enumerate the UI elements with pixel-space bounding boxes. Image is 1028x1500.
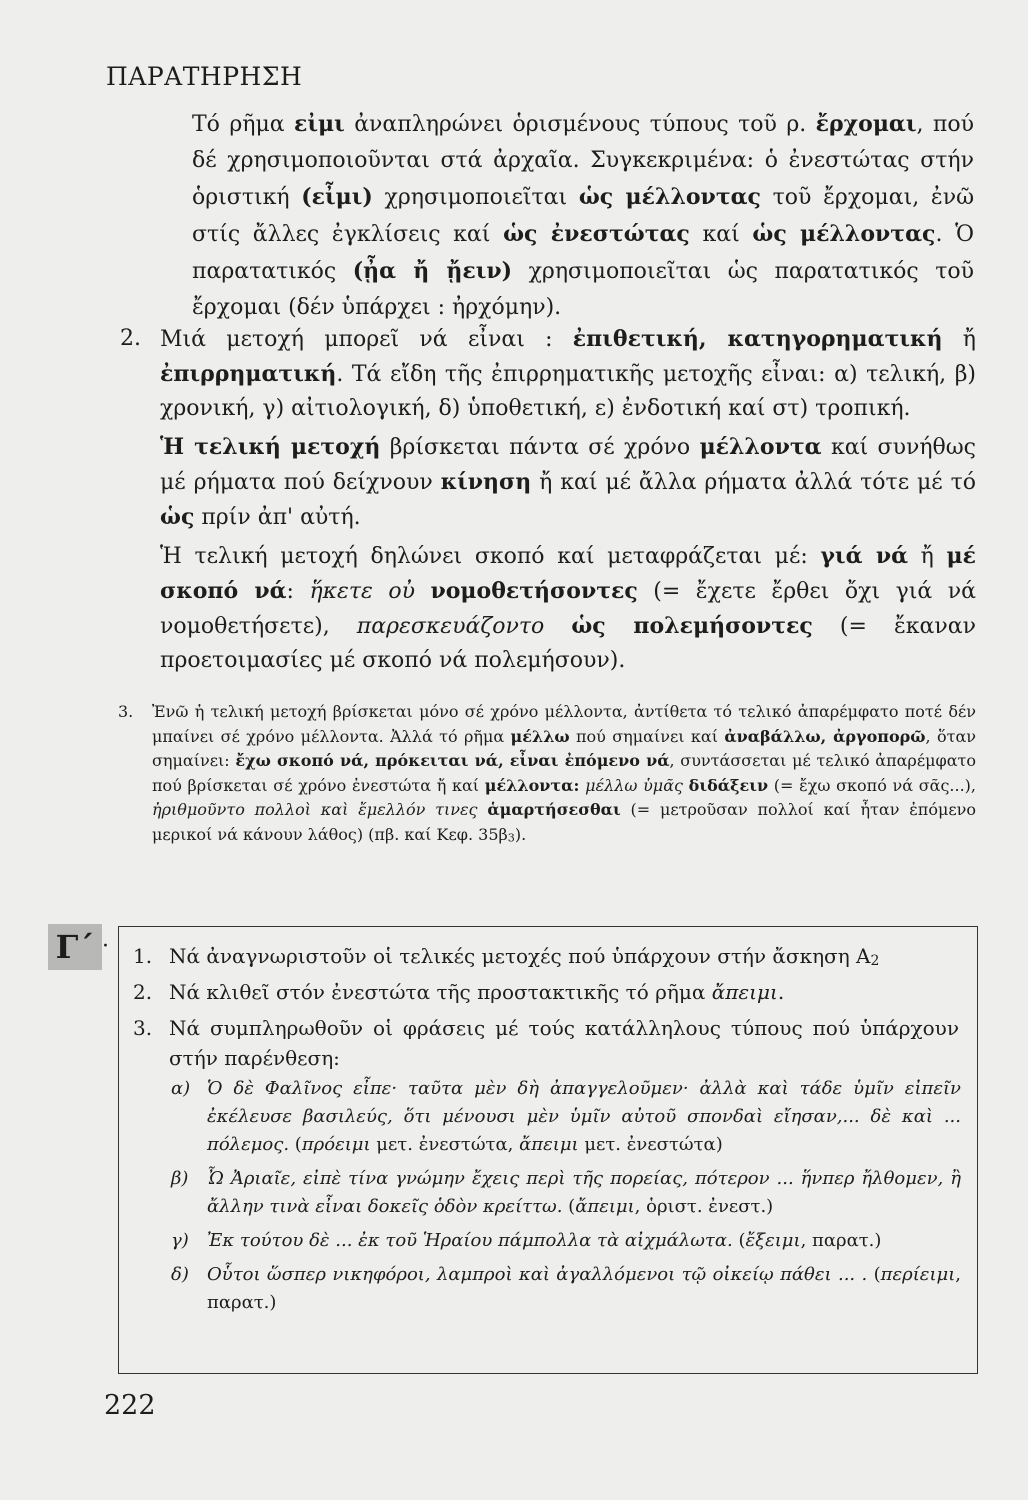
item2-paragraph-final-participle: Ἡ τελική μετοχή βρίσκεται πάντα σέ χρόνο μέλλοντα καί συνήθως μέ ρήματα πού δείχνουν κίνηση ἤ καί μέ ἄλλα ρήματα ἀλλά τότε μέ τό ὡς πρίν ἀπ' αὐτή.	[160, 434, 977, 530]
section-dot: ·	[102, 934, 109, 959]
exercise-text: Νά κλιθεῖ στόν ἐνεστώτα τῆς προστακτικῆς τό ρῆμα ἄπειμι.	[169, 980, 785, 1004]
exercise-3-subitems	[171, 1075, 961, 1323]
numbered-item-3	[118, 700, 976, 851]
exercise-3	[133, 1013, 959, 1073]
item2-paragraph-purpose: Ἡ τελική μετοχή δηλώνει σκοπό καί μεταφράζεται μέ: γιά νά ἤ μέ σκοπό νά: ἥκετε οὐ νομοθετήσοντες (= ἔχετε ἔρθει ὄχι γιά νά νομοθετήσετε), παρεσκευάζοντο ὡς πολεμήσοντες (= ἔκαναν προετοιμασίες μέ σκοπό νά πολεμήσουν).	[160, 543, 977, 673]
note-paragraph: Τό ρῆμα εἰμι ἀναπληρώνει ὁρισμένους τύπους τοῦ ρ. ἔρχομαι, πού δέ χρησιμοποιοῦνται στά ἀρχαῖα. Συγκεκριμένα: ὁ ἐνεστώτας στήν ὁριστική (εἶμι) χρησιμοποιεῖται ὡς μέλλοντας τοῦ ἔρχομαι, ἐνῶ στίς ἄλλες ἐγκλίσεις καί ὡς ἐνεστώτας καί ὡς μέλλοντας. Ὁ παρατατικός (ᾖα ἤ ᾔειν) χρησιμοποιεῖται ὡς παρατατικός τοῦ ἔρχομαι (δέν ὑπάρχει : ἠρχόμην).	[192, 111, 975, 320]
subitem-a	[171, 1075, 961, 1159]
numbered-item-2	[120, 322, 976, 678]
subitem-label: α)	[171, 1078, 191, 1099]
item-number: 2.	[120, 326, 141, 351]
exercise-1	[133, 941, 959, 976]
item-number: 3.	[118, 702, 134, 721]
exercise-text: Νά ἀναγνωριστοῦν οἱ τελικές μετοχές πού ὑπάρχουν στήν ἄσκηση Α2	[169, 944, 880, 970]
exercise-number: 3.	[133, 1016, 153, 1040]
subitem-text: Ὁ δὲ Φαλῖνος εἶπε· ταῦτα μὲν δὴ ἀπαγγελοῦμεν· ἀλλὰ καὶ τάδε ὑμῖν εἰπεῖν ἐκέλευσε βασιλεύς, ὅτι μένουσι μὲν ὑμῖν αὐτοῦ σπονδαὶ εἴησαν,... δὲ καὶ ... πόλεμος. (πρόειμι μετ. ἐνεστώτα, ἄπειμι μετ. ἐνεστώτα)	[207, 1078, 961, 1155]
subitem-d	[171, 1261, 961, 1317]
subitem-text: Ἐκ τούτου δὲ ... ἐκ τοῦ Ἡραίου πάμπολλα τὰ αἰχμάλωτα. (ἔξειμι, παρατ.)	[207, 1230, 882, 1251]
page-number: 222	[104, 1390, 156, 1421]
exercise-2	[133, 977, 959, 1007]
exercise-box	[118, 926, 978, 1374]
exercise-number: 1.	[133, 944, 153, 968]
note-heading: ΠΑΡΑΤΗΡΗΣΗ	[106, 62, 303, 91]
subitem-b	[171, 1165, 961, 1221]
item2-paragraph-types: Μιά μετοχή μπορεῖ νά εἶναι : ἐπιθετική, κατηγορηματική ἤ ἐπιρρηματική. Τά εἴδη τῆς ἐπιρρηματικῆς μετοχῆς εἶναι: α) τελική, β) χρονική, γ) αἰτιολογική, δ) ὑποθετική, ε) ἐνδοτική καί στ) τροπική.	[160, 326, 976, 421]
subitem-label: γ)	[171, 1230, 189, 1251]
section-marker: Γ΄	[48, 924, 102, 970]
item3-paragraph: Ἐνῶ ἡ τελική μετοχή βρίσκεται μόνο σέ χρόνο μέλλοντα, ἀντίθετα τό τελικό ἀπαρέμφατο ποτέ δέν μπαίνει σέ χρόνο μέλλοντα. Ἀλλά τό ρῆμα μέλλω πού σημαίνει καί ἀναβάλλω, ἀργοπορῶ, ὅταν σημαίνει: ἔχω σκοπό νά, πρόκειται νά, εἶναι ἐπόμενο νά, συντάσσεται μέ τελικό ἀπαρέμφατο πού βρίσκεται σέ χρόνο ἐνεστώτα ἤ καί μέλλοντα: μέλλω ὑμᾶς διδάξειν (= ἔχω σκοπό νά σᾶς...), ἠριθμοῦντο πολλοὶ καὶ ἔμελλόν τινες ἁμαρτήσεσθαι (= μετροῦσαν πολλοί καί ἦταν ἐπόμενο μερικοί νά κάνουν λάθος) (πβ. καί Κεφ. 35β3).	[152, 702, 977, 845]
subitem-label: δ)	[171, 1264, 189, 1285]
exercise-text: Νά συμπληρωθοῦν οἱ φράσεις μέ τούς κατάλληλους τύπους πού ὑπάρχουν στήν παρένθεση:	[169, 1016, 959, 1070]
subitem-text: Ὦ Ἀριαῖε, εἰπὲ τίνα γνώμην ἔχεις περὶ τῆς πορείας, πότερον ... ἥνπερ ἤλθομεν, ἢ ἄλλην τινὰ εἶναι δοκεῖς ὁδὸν κρείττω. (ἄπειμι, ὁριστ. ἐνεστ.)	[207, 1168, 961, 1217]
subitem-c	[171, 1227, 961, 1255]
exercise-number: 2.	[133, 980, 153, 1004]
subitem-text: Οὗτοι ὥσπερ νικηφόροι, λαμπροὶ καὶ ἀγαλλόμενοι τῷ οἰκείῳ πάθει ... . (περίειμι, παρατ.)	[207, 1264, 961, 1313]
subitem-label: β)	[171, 1168, 189, 1189]
